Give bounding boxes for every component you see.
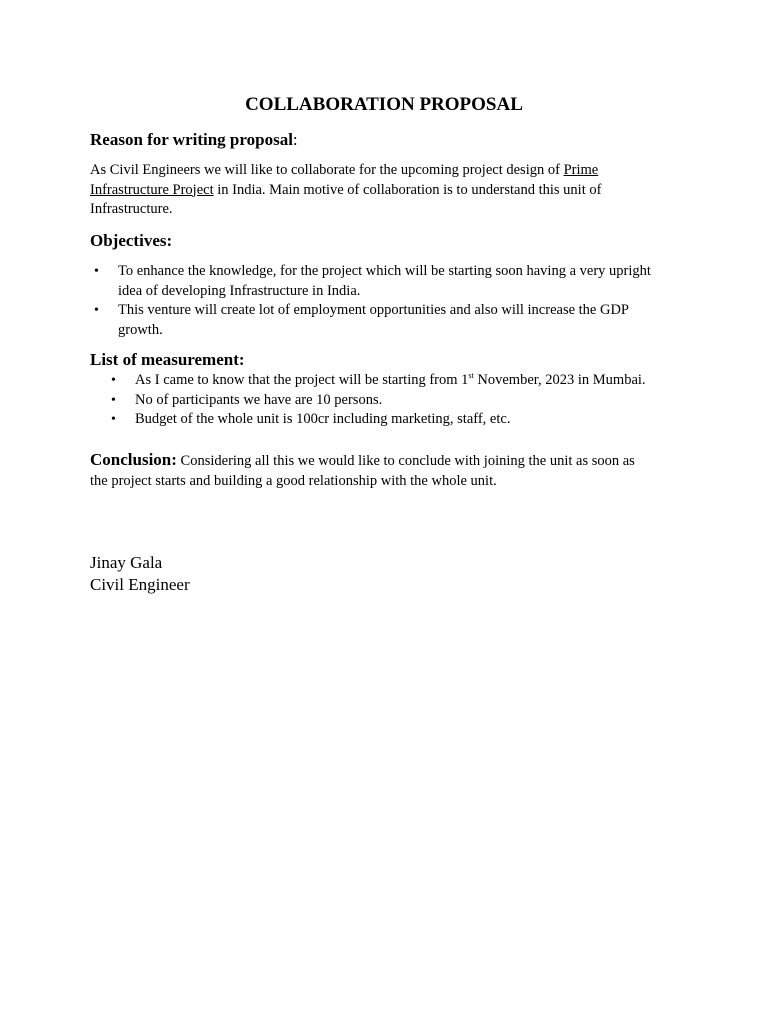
bullet-icon: • <box>111 373 116 388</box>
reason-heading-text: Reason for writing proposal <box>90 130 293 149</box>
conclusion-paragraph <box>90 450 680 491</box>
signature-name: Jinay Gala <box>90 553 163 572</box>
objective-item <box>90 301 680 340</box>
reason-heading <box>90 129 680 151</box>
reason-heading-colon: : <box>292 130 298 149</box>
measurement-item <box>90 391 680 411</box>
reason-line-3: Infrastructure. <box>90 201 173 217</box>
signature-block <box>90 552 680 596</box>
objectives-heading: Objectives: <box>90 231 173 250</box>
measurements-heading: List of measurement: <box>90 350 245 369</box>
objective-item-line: This venture will create lot of employment opportunities and also will increase the GDP <box>118 302 629 318</box>
bullet-icon: • <box>111 392 116 408</box>
reason-line-1 <box>90 161 680 181</box>
bullet-icon: • <box>111 412 116 427</box>
measurement-item <box>90 371 680 391</box>
objective-item-line: To enhance the knowledge, for the project which will be starting soon having a very upright <box>118 263 651 279</box>
project-link-part-1[interactable]: Prime <box>563 162 599 178</box>
measurement-item-text: No of participants we have are 10 persons. <box>135 391 383 408</box>
measurements-list <box>90 371 680 430</box>
measurement-item-text: As I came to know that the project will be starting from 1 <box>135 372 469 388</box>
conclusion-line-2: the project starts and building a good relationship with the whole unit. <box>90 472 497 489</box>
conclusion-label: Conclusion: <box>90 450 177 469</box>
document-title: COLLABORATION PROPOSAL <box>245 94 523 115</box>
reason-text-before: As Civil Engineers we will like to collaborate for the upcoming project design of <box>90 162 564 178</box>
signature-role: Civil Engineer <box>90 575 190 594</box>
measurement-item-text: Budget of the whole unit is 100cr including marketing, staff, etc. <box>135 411 511 427</box>
bullet-icon: • <box>94 264 99 279</box>
measurement-item-text-after: November, 2023 in Mumbai. <box>473 372 646 388</box>
conclusion-text: Considering all this we would like to conclude with joining the unit as soon as <box>176 453 635 469</box>
objective-item <box>90 262 680 301</box>
objective-item-line: growth. <box>118 321 163 338</box>
reason-line-2 <box>90 181 680 201</box>
measurement-item <box>90 410 680 430</box>
project-link-part-2[interactable]: Infrastructure Project <box>90 181 214 198</box>
objectives-list <box>90 262 680 340</box>
objective-item-line: idea of developing Infrastructure in India. <box>118 282 361 299</box>
reason-text-after: in India. Main motive of collaboration is to understand this unit of <box>213 181 602 198</box>
conclusion-line-1 <box>90 450 680 472</box>
reason-paragraph <box>90 161 680 220</box>
bullet-icon: • <box>94 303 99 318</box>
ordinal-suffix: st <box>468 371 474 381</box>
